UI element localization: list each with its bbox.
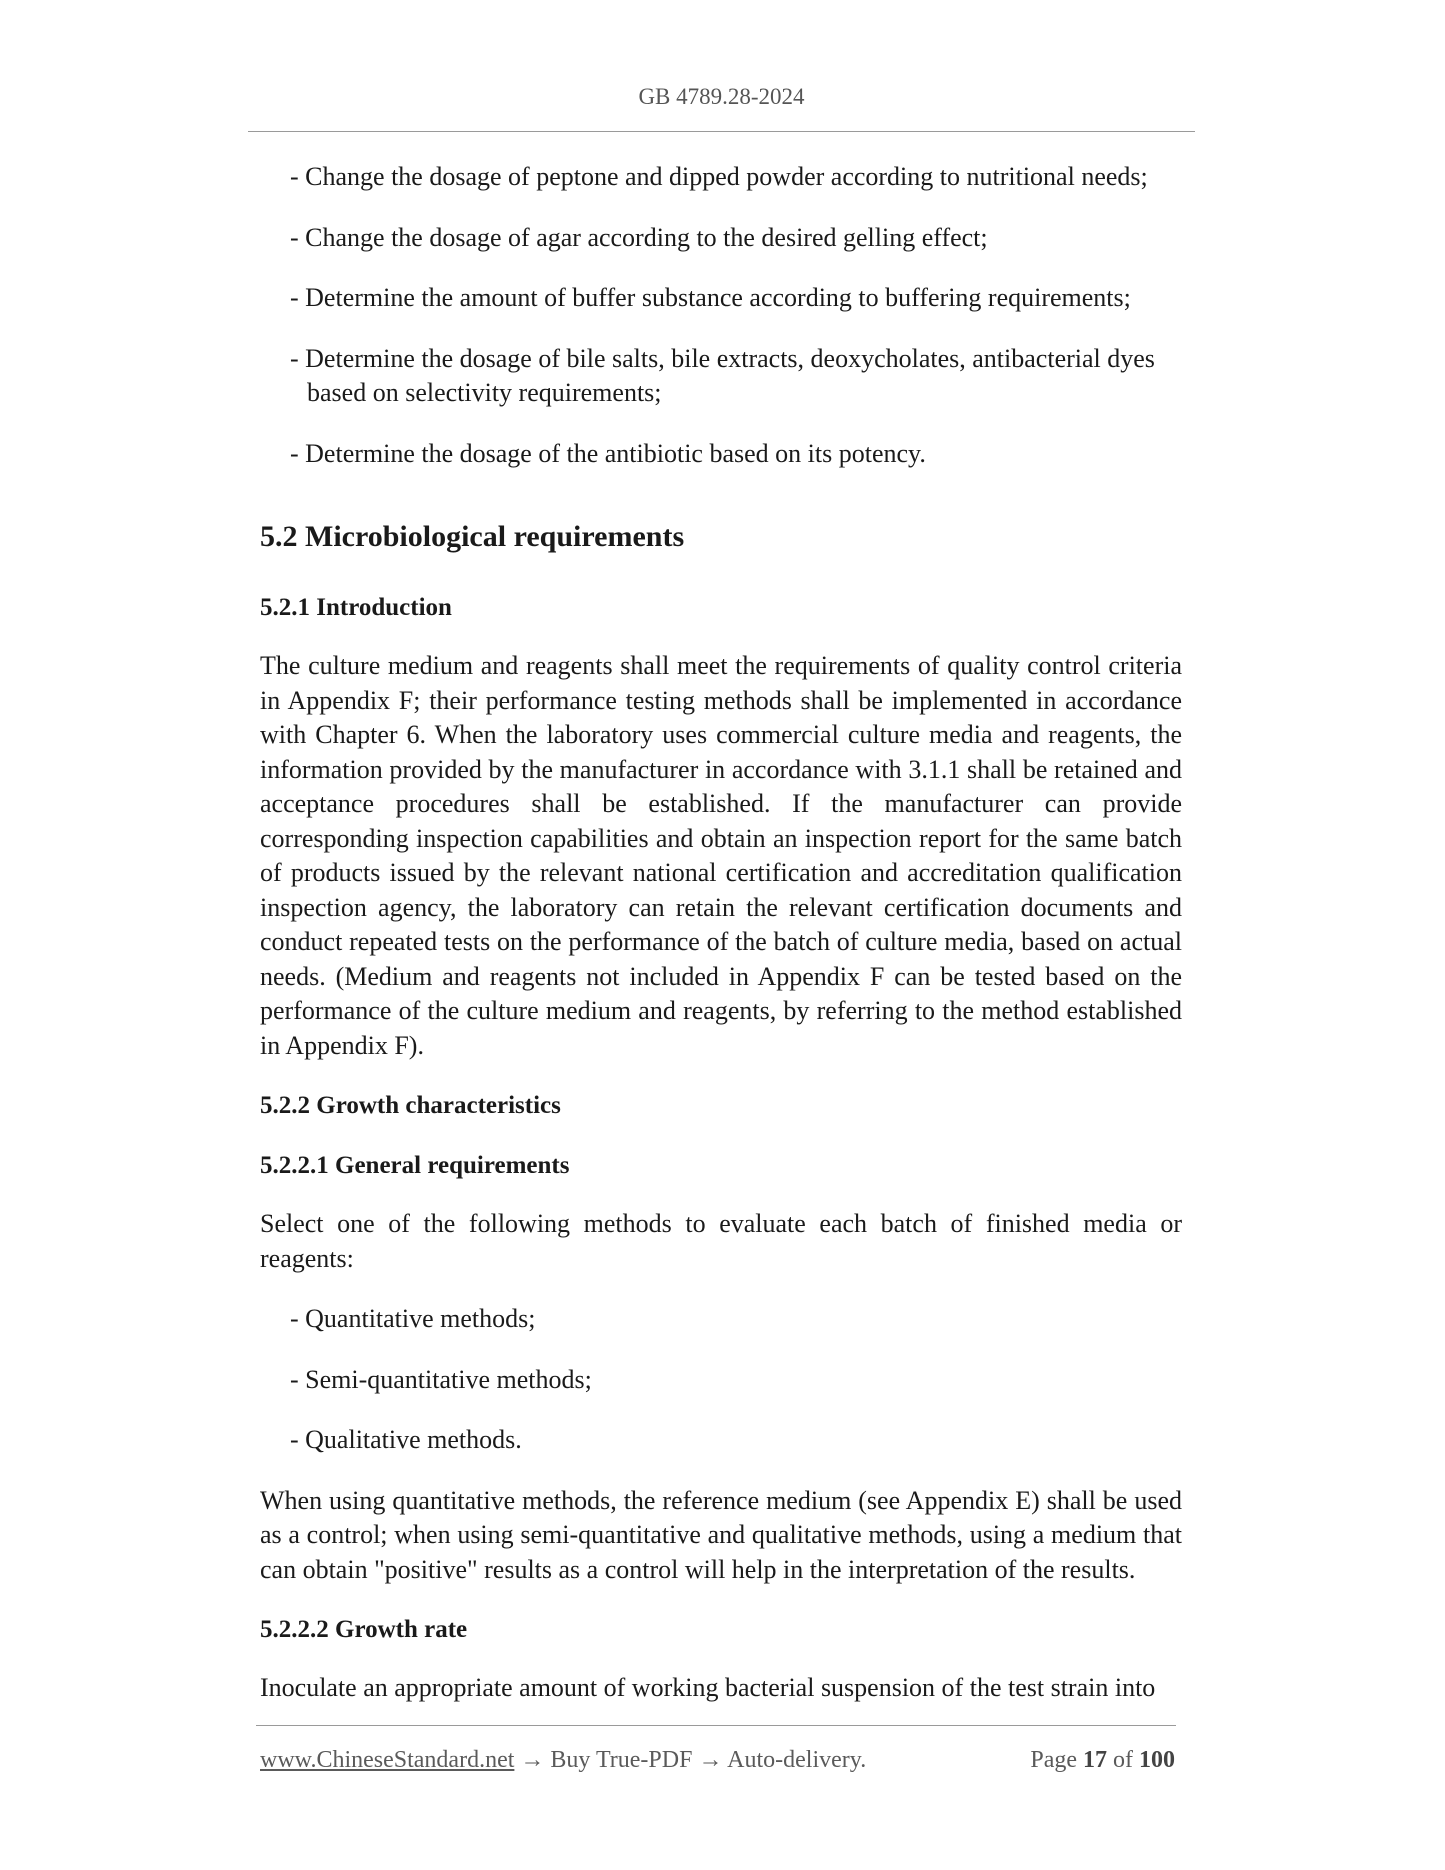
arrow-right-icon: → xyxy=(698,1747,723,1773)
bullet-list-top xyxy=(260,160,1182,471)
paragraph-control: When using quantitative methods, the reference medium (see Appendix E) shall be used as a control; when using semi-quantitative and qualitative methods, using a medium that can obtain "positive" results as a control will help in the interpretation of the results. xyxy=(260,1485,1182,1584)
paragraph-introduction: The culture medium and reagents shall meet the requirements of quality control criteria in Appendix F; their performance testing methods shall be implemented in accordance with Chapter 6. When the laboratory uses commercial culture media and reagents, the information provided by the manufacturer in accordance with 3.1.1 shall be retained and acceptance procedures shall be established. If the manufacturer can provide corresponding inspection capabilities and obtain an inspection report for the same batch of products issued by the relevant national certification and accreditation qualification inspection agency, the laboratory can retain the relevant certification documents and conduct repeated tests on the performance of the batch of culture media, based on actual needs. (Medium and reagents not included in Appendix F can be tested based on the performance of the culture medium and reagents, by referring to the method established in Appendix F). xyxy=(260,651,1182,1060)
buy-pdf-text: Buy True-PDF xyxy=(550,1747,693,1773)
section-heading-5-2-1: 5.2.1 Introduction xyxy=(260,594,452,621)
bullet-list-methods xyxy=(260,1302,1182,1458)
list-item: - Change the dosage of agar according to the desired gelling effect; xyxy=(290,222,988,252)
page-total: 100 xyxy=(1139,1747,1175,1773)
auto-delivery-text: Auto-delivery. xyxy=(727,1747,867,1773)
page-number xyxy=(1030,1744,1175,1776)
section-heading-5-2-2-1: 5.2.2.1 General requirements xyxy=(260,1152,570,1179)
page-header-doc-id: GB 4789.28-2024 xyxy=(638,84,805,109)
list-item: - Semi-quantitative methods; xyxy=(290,1364,592,1394)
page-current: 17 xyxy=(1083,1747,1107,1773)
list-item: - Change the dosage of peptone and dipped powder according to nutritional needs; xyxy=(290,162,1148,191)
section-heading-5-2-2: 5.2.2 Growth characteristics xyxy=(260,1092,561,1119)
footer-links xyxy=(260,1744,866,1776)
arrow-right-icon: → xyxy=(520,1747,545,1773)
paragraph-growth-rate: Inoculate an appropriate amount of working bacterial suspension of the test strain into xyxy=(260,1673,1156,1702)
list-item: - Determine the dosage of bile salts, bile extracts, deoxycholates, antibacterial dyes based on selectivity requirements; xyxy=(290,343,1155,407)
footer-divider xyxy=(256,1725,1176,1726)
paragraph-methods-intro: Select one of the following methods to evaluate each batch of finished media or reagents: xyxy=(260,1209,1182,1273)
section-heading-5-2: 5.2 Microbiological requirements xyxy=(260,520,685,553)
site-link[interactable]: www.ChineseStandard.net xyxy=(260,1747,515,1773)
of-word: of xyxy=(1113,1747,1133,1773)
list-item: - Determine the dosage of the antibiotic based on its potency. xyxy=(290,438,926,468)
list-item: - Quantitative methods; xyxy=(290,1304,536,1333)
list-item: - Determine the amount of buffer substance according to buffering requirements; xyxy=(290,283,1131,312)
page-content xyxy=(260,160,1182,1706)
section-heading-5-2-2-2: 5.2.2.2 Growth rate xyxy=(260,1616,468,1643)
header-divider xyxy=(248,131,1195,132)
list-item: - Qualitative methods. xyxy=(290,1425,522,1454)
page-word: Page xyxy=(1030,1747,1077,1773)
